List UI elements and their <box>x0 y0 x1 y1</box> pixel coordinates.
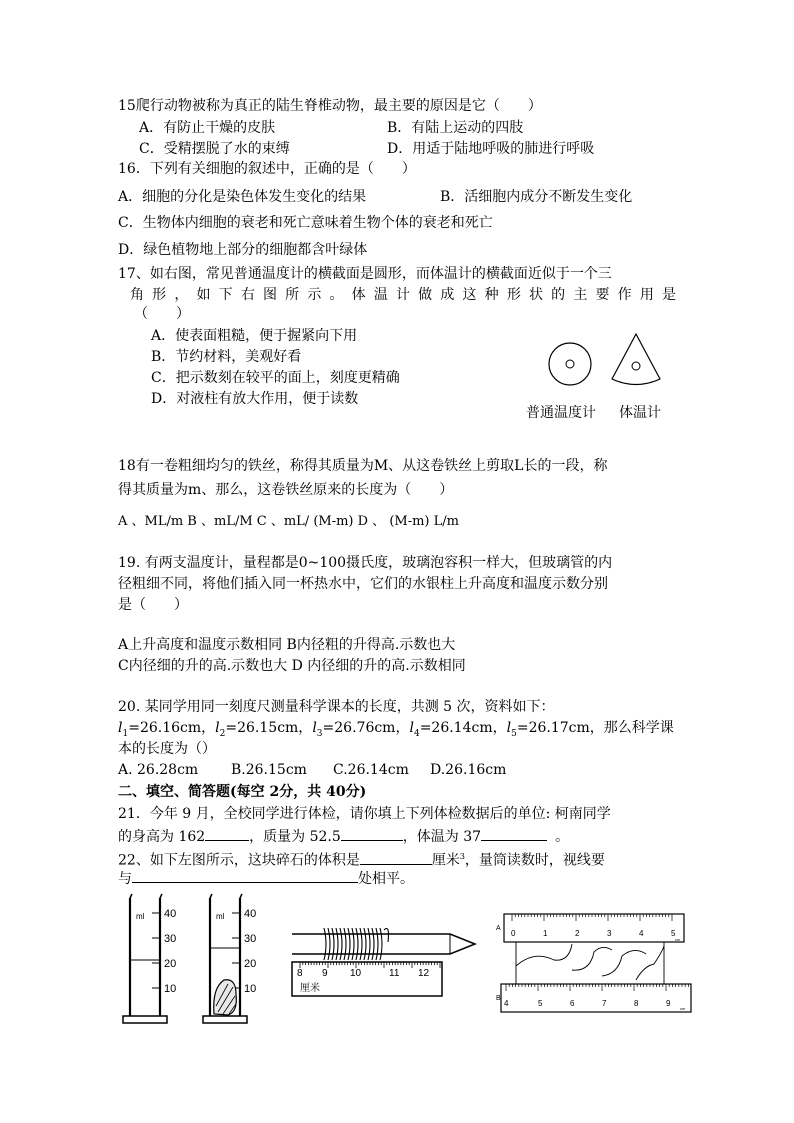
q21-period: 。 <box>555 829 570 845</box>
q20-option-c: C.26.14cm <box>333 762 409 778</box>
q22-unit-sup: 3 <box>459 852 465 861</box>
q19-stem-line2: 径粗细不同，将他们插入同一杯热水中，它们的水银柱上升高度和温度示数分别 <box>118 576 608 592</box>
top-tick-0: 0 <box>511 929 516 938</box>
wire-coil <box>324 928 389 960</box>
q22-unit: 厘米 <box>431 852 460 869</box>
cyl1-tick-20: 20 <box>164 958 177 970</box>
q16-option-b: B．活细胞内成分不断发生变化 <box>440 189 633 205</box>
q22-volume-blank[interactable] <box>360 850 432 865</box>
q15-option-b: B．有陆上运动的四肢 <box>387 120 524 136</box>
top-ruler-label: A <box>496 925 501 932</box>
q18-stem-line2: 得其质量为m、那么，这卷铁丝原来的长度为（ ） <box>118 482 454 498</box>
measured-strip <box>516 942 664 984</box>
stone-shape <box>214 980 237 1015</box>
ruler-tick-12: 12 <box>418 968 430 979</box>
q21-line1: 21．今年 9 月，全校同学进行体检，请你填上下列体检数据后的单位: 柯南同学 <box>118 806 611 822</box>
q17-option-d: D．对液柱有放大作用，便于读数 <box>151 391 359 407</box>
q17-option-b: B．节约材料，美观好看 <box>151 349 302 365</box>
bottom-tick-4: 4 <box>504 999 509 1008</box>
bottom-tick-5: 5 <box>538 999 543 1008</box>
normal-thermometer-outer-circle <box>549 343 591 385</box>
q17-stem-line1: 17、如右图，常见普通温度计的横截面是圆形，而体温计的横截面近似于一个三 <box>118 266 612 282</box>
q20-stem-line1: 20. 某同学用同一刻度尺测量科学课本的长度，共测 5 次，资料如下： <box>118 699 555 715</box>
bottom-ruler-label: B <box>496 995 501 1002</box>
ruler-tick-11: 11 <box>389 968 400 979</box>
wire-coil-ruler-figure <box>290 912 480 1002</box>
body-thermometer-bore <box>632 362 640 370</box>
q17-option-a: A．使表面粗糙，便于握紧向下用 <box>151 328 358 344</box>
q21-line2 <box>118 826 569 847</box>
ruler-tick-8: 8 <box>297 968 303 979</box>
q16-option-a: A．细胞的分化是染色体发生变化的结果 <box>118 189 367 205</box>
cyl1-tick-10: 10 <box>164 983 177 995</box>
cylinder-with-stone <box>203 894 256 1023</box>
q16-stem: 16．下列有关细胞的叙述中，正确的是（ ） <box>118 161 416 177</box>
q20-l5: 26.17cm，那么科学课 <box>528 720 674 736</box>
cyl2-tick-30: 30 <box>244 933 257 945</box>
graduated-cylinders-figure <box>118 888 278 1028</box>
q20-l4: 26.14cm， <box>431 720 507 736</box>
q21-mass-blank[interactable] <box>341 826 403 841</box>
q17-stem-line2: 角形，如下右图所示。体温计做成这种形状的主要作用是 <box>130 287 676 303</box>
q21-temp-text: ，体温为 37 <box>402 829 482 845</box>
q20-option-a: A. 26.28cm <box>118 762 199 778</box>
q16-option-d: D．绿色植物地上部分的细胞都含叶绿体 <box>118 242 368 258</box>
thermometer-cross-section-figure <box>540 328 680 390</box>
top-tick-1: 1 <box>543 929 548 938</box>
q20-measurements: $l_1=26.16cm$，$l_2=26.15cm$，$l_3=26.76cm$，$l_4=26.14cm$，$l_5=26.17cm$，那么科学课 <box>118 720 674 739</box>
top-tick-2: 2 <box>575 929 580 938</box>
section-2-heading: 二、填空、简答题(每空 2分，共 40分) <box>118 784 367 800</box>
q18-stem-line1: 18有一卷粗细均匀的铁丝，称得其质量为M、从这卷铁丝上剪取L长的一段，称 <box>118 458 608 474</box>
top-unit: cm <box>675 937 681 942</box>
ruler-unit: 厘米 <box>300 983 320 994</box>
q22-sight-text: ，量筒读数时，视线要 <box>464 852 605 869</box>
q20-l3: 26.76cm， <box>334 720 410 736</box>
ruler-tick-9: 9 <box>322 968 328 979</box>
top-tick-5: 5 <box>671 929 676 938</box>
q15-option-d: D．用适于陆地呼吸的肺进行呼吸 <box>387 141 595 157</box>
q17-option-c: C．把示数刻在较平的面上，刻度更精确 <box>151 370 400 386</box>
cyl1-tick-40: 40 <box>164 908 177 920</box>
bottom-tick-9: 9 <box>666 999 671 1008</box>
cyl1-unit: ml <box>136 912 145 921</box>
q22-with-text: 与 <box>118 871 132 887</box>
top-ruler <box>504 914 684 942</box>
q16-option-c: C．生物体内细胞的衰老和死亡意味着生物个体的衰老和死亡 <box>118 215 493 231</box>
cyl1-tick-30: 30 <box>164 933 177 945</box>
q20-option-b: B.26.15cm <box>231 762 307 778</box>
q19-stem-line3: 是（ ） <box>118 597 188 613</box>
q22-level-text: 处相平。 <box>358 871 414 887</box>
bottom-ruler <box>501 984 691 1012</box>
q22-volume-text: 22、如下左图所示，这块碎石的体积是 <box>118 852 360 869</box>
q21-temp-blank[interactable] <box>481 826 547 841</box>
q21-mass-text: ，质量为 52.5 <box>249 829 341 845</box>
q15-option-c: C．受精摆脱了水的束缚 <box>139 141 290 157</box>
q22-sight-blank[interactable] <box>132 868 358 883</box>
q21-height-blank[interactable] <box>205 826 249 841</box>
cylinder-water-only <box>123 894 176 1023</box>
body-thermometer-triangle <box>612 334 660 385</box>
q15-stem: 15爬行动物被称为真正的陆生脊椎动物，最主要的原因是它（ ） <box>118 98 542 114</box>
pencil <box>292 934 475 954</box>
top-tick-3: 3 <box>607 929 612 938</box>
bottom-unit: cm <box>680 1006 686 1011</box>
normal-thermometer-bore <box>566 360 574 368</box>
q20-option-d: D.26.16cm <box>430 762 507 778</box>
normal-thermometer-label: 普通温度计 <box>526 405 596 421</box>
body-thermometer-label: 体温计 <box>619 405 661 421</box>
q21-height-text: 的身高为 162 <box>118 829 206 845</box>
ruler-tick-10: 10 <box>350 968 362 979</box>
q22-line2 <box>118 868 414 889</box>
cyl2-unit: ml <box>216 912 225 921</box>
q20-l1: 26.16cm， <box>139 720 216 736</box>
cyl2-tick-40: 40 <box>244 908 257 920</box>
q19-stem-line1: 19. 有两支温度计，量程都是0~100摄氏度，玻璃泡容积一样大，但玻璃管的内 <box>118 555 613 571</box>
q19-options-cd: C内径细的升的高.示数也大 D 内径细的升的高.示数相同 <box>118 658 466 674</box>
top-tick-4: 4 <box>639 929 644 938</box>
q15-option-a: A．有防止干燥的皮肤 <box>139 120 276 136</box>
bottom-tick-7: 7 <box>602 999 607 1008</box>
q19-options-ab: A上升高度和温度示数相同 B内径粗的升得高.示数也大 <box>118 637 456 653</box>
q20-l2: 26.15cm， <box>237 720 313 736</box>
cyl2-tick-20: 20 <box>244 958 257 970</box>
cyl2-tick-10: 10 <box>244 983 257 995</box>
two-rulers-figure <box>494 910 694 1014</box>
bottom-tick-8: 8 <box>634 999 639 1008</box>
q18-options: A 、ML/m B 、mL/M C 、mL/ (M-m) D 、 (M-m) L/m <box>118 514 459 529</box>
q17-stem-line3: （ ） <box>134 306 190 322</box>
bottom-tick-6: 6 <box>570 999 575 1008</box>
q20-stem-line3: 本的长度为（） <box>118 741 216 757</box>
